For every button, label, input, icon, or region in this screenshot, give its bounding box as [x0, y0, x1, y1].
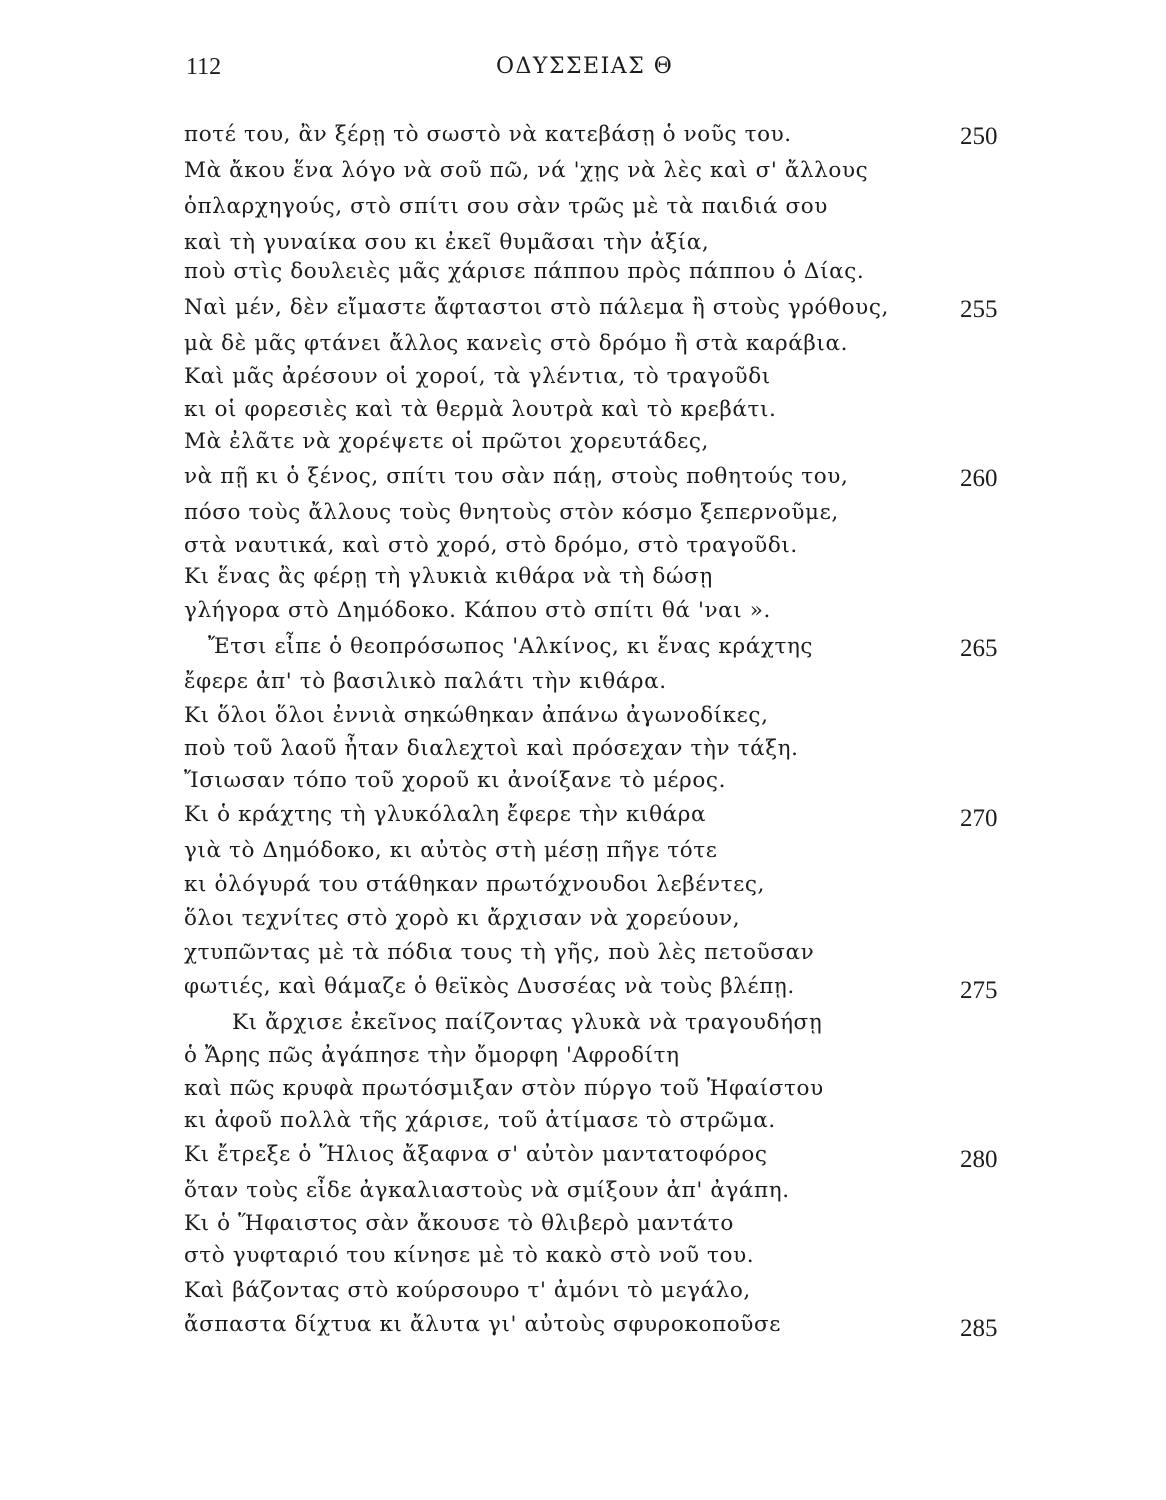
line-number: 270: [960, 805, 998, 832]
verse-line: κι ἀφοῦ πολλὰ τῆς χάρισε, τοῦ ἀτίμασε τὸ στρῶμα.: [184, 1108, 776, 1133]
verse-line: Κι ἄρχισε ἐκεῖνος παίζοντας γλυκὰ νὰ τραγουδήσῃ: [232, 1010, 823, 1035]
verse-line: ὁ Ἄρης πῶς ἀγάπησε τὴν ὄμορφη 'Αφροδίτη: [184, 1043, 680, 1068]
verse-line: ἔφερε ἀπ' τὸ βασιλικὸ παλάτι τὴν κιθάρα.: [184, 669, 667, 694]
verse-line: Μὰ ἄκου ἕνα λόγο νὰ σοῦ πῶ, νά 'χῃς νὰ λὲς καὶ σ' ἄλλους: [184, 158, 869, 183]
verse-line: Κι ἕνας ἂς φέρῃ τὴ γλυκιὰ κιθάρα νὰ τὴ δώσῃ: [184, 564, 713, 589]
verse-line: ὅλοι τεχνίτες στὸ χορὸ κι ἄρχισαν νὰ χορεύουν,: [184, 906, 741, 931]
verse-line: Κι ὁ κράχτης τὴ γλυκόλαλη ἔφερε τὴν κιθάρα: [184, 802, 707, 827]
verse-line: Ἴσιωσαν τόπο τοῦ χοροῦ κι ἀνοίξανε τὸ μέρος.: [184, 768, 727, 793]
verse-line: Μὰ ἐλᾶτε νὰ χορέψετε οἱ πρῶτοι χορευτάδες,: [184, 429, 709, 454]
line-number: 255: [960, 296, 998, 323]
verse-line: Καὶ βάζοντας στὸ κούρσουρο τ' ἀμόνι τὸ μεγάλο,: [184, 1278, 751, 1303]
verse-line: ἄσπαστα δίχτυα κι ἄλυτα γι' αὐτοὺς σφυροκοποῦσε: [184, 1312, 781, 1337]
verse-line: ποὺ στὶς δουλειὲς μᾶς χάρισε πάππου πρὸς πάππου ὁ Δίας.: [184, 259, 865, 284]
verse-line: Ναὶ μέν, δὲν εἴμαστε ἄφταστοι στὸ πάλεμα ἢ στοὺς γρόθους,: [184, 295, 889, 320]
verse-line: Κι ὁ Ἥφαιστος σὰν ἄκουσε τὸ θλιβερὸ μαντάτο: [184, 1211, 734, 1236]
verse-line: Καὶ μᾶς ἀρέσουν οἱ χοροί, τὰ γλέντια, τὸ τραγοῦδι: [184, 364, 771, 389]
line-number: 285: [960, 1315, 998, 1342]
verse-line: καὶ πῶς κρυφὰ πρωτόσμιξαν στὸν πύργο τοῦ Ἡφαίστου: [184, 1076, 824, 1101]
verse-line: νὰ πῇ κι ὁ ξένος, σπίτι του σὰν πάῃ, στοὺς ποθητούς του,: [184, 464, 849, 489]
verse-line: κι ὁλόγυρά του στάθηκαν πρωτόχνουδοι λεβέντες,: [184, 872, 765, 897]
line-number: 280: [960, 1146, 998, 1173]
page-header: [186, 54, 806, 86]
verse-line: στὸ γυφταριό του κίνησε μὲ τὸ κακὸ στὸ νοῦ του.: [184, 1243, 755, 1268]
verse-line: μὰ δὲ μᾶς φτάνει ἄλλος κανεὶς στὸ δρόμο ἢ στὰ καράβια.: [184, 331, 849, 356]
verse-line: κι οἱ φορεσιὲς καὶ τὰ θερμὰ λουτρὰ καὶ τὸ κρεβάτι.: [184, 397, 777, 422]
line-number: 265: [960, 635, 998, 662]
running-title: ΟΔΥΣΣΕΙΑΣ Θ: [496, 54, 674, 79]
verse-line: φωτιές, καὶ θάμαζε ὁ θεϊκὸς Δυσσέας νὰ τοὺς βλέπῃ.: [184, 974, 795, 999]
verse-line: χτυπῶντας μὲ τὰ πόδια τους τὴ γῆς, ποὺ λὲς πετοῦσαν: [184, 940, 815, 965]
verse-line: γιὰ τὸ Δημόδοκο, κι αὐτὸς στὴ μέσῃ πῆγε τότε: [184, 838, 718, 863]
line-number: 250: [960, 123, 998, 150]
line-number: 275: [960, 977, 998, 1004]
verse-line: γλήγορα στὸ Δημόδοκο. Κάπου στὸ σπίτι θά 'ναι ».: [184, 598, 771, 623]
verse-line: Ἔτσι εἶπε ὁ θεοπρόσωπος 'Αλκίνος, κι ἕνας κράχτης: [208, 634, 814, 659]
verse-line: ποτέ του, ἂν ξέρῃ τὸ σωστὸ νὰ κατεβάσῃ ὁ νοῦς του.: [184, 122, 792, 147]
verse-line: Κι ἔτρεξε ὁ Ἥλιος ἄξαφνα σ' αὐτὸν μαντατοφόρος: [184, 1142, 768, 1167]
verse-line: ὅταν τοὺς εἶδε ἀγκαλιαστοὺς νὰ σμίξουν ἀπ' ἀγάπη.: [184, 1178, 790, 1203]
verse-line: Κι ὅλοι ὅλοι ἐννιὰ σηκώθηκαν ἀπάνω ἀγωνοδίκες,: [184, 703, 769, 728]
verse-line: ποὺ τοῦ λαοῦ ἦταν διαλεχτοὶ καὶ πρόσεχαν τὴν τάξη.: [184, 736, 799, 761]
verse-line: καὶ τὴ γυναίκα σου κι ἐκεῖ θυμᾶσαι τὴν ἀξία,: [184, 230, 710, 255]
page-number: 112: [186, 54, 222, 80]
line-number: 260: [960, 465, 998, 492]
verse-line: στὰ ναυτικά, καὶ στὸ χορό, στὸ δρόμο, στὸ τραγοῦδι.: [184, 533, 798, 558]
verse-line: ὁπλαρχηγούς, στὸ σπίτι σου σὰν τρῶς μὲ τὰ παιδιά σου: [184, 194, 828, 219]
verse-line: πόσο τοὺς ἄλλους τοὺς θνητοὺς στὸν κόσμο ξεπερνοῦμε,: [184, 500, 839, 525]
